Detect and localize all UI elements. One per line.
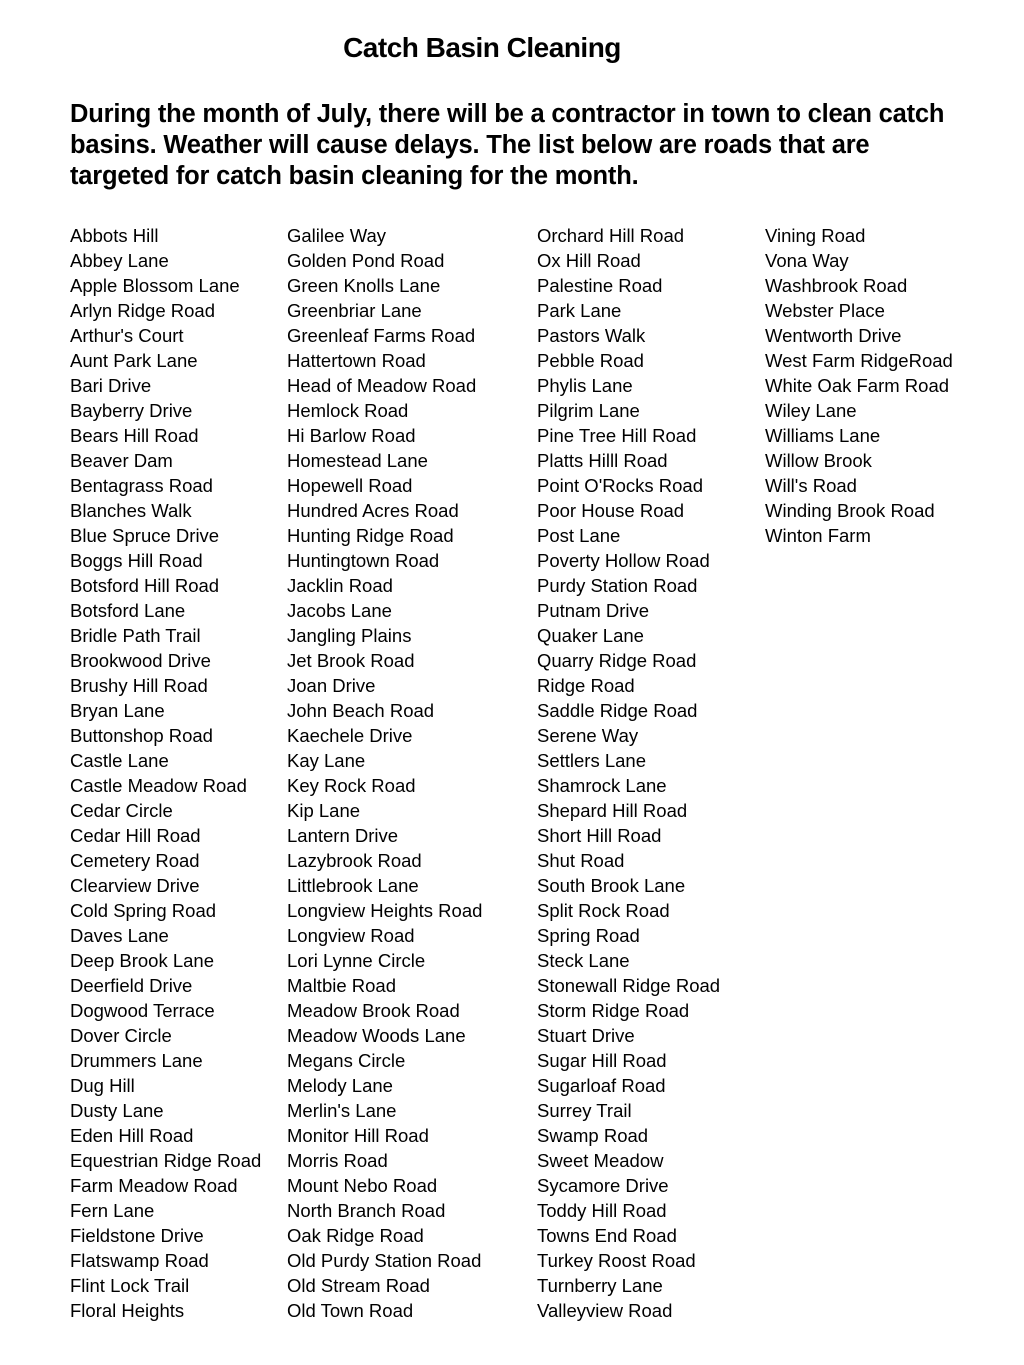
- road-name: Will's Road: [765, 475, 857, 496]
- road-list-column-4: [765, 223, 953, 548]
- road-name: Mount Nebo Road: [287, 1175, 438, 1196]
- road-name: Dusty Lane: [70, 1100, 164, 1121]
- road-name: Hundred Acres Road: [287, 500, 459, 521]
- road-name: Oak Ridge Road: [287, 1225, 424, 1246]
- road-name: Lori Lynne Circle: [287, 950, 426, 971]
- road-name: Bridle Path Trail: [70, 625, 201, 646]
- road-name: Arthur's Court: [70, 325, 184, 346]
- road-name: Bari Drive: [70, 375, 152, 396]
- road-name: Golden Pond Road: [287, 250, 445, 271]
- road-name: Wentworth Drive: [765, 325, 902, 346]
- road-name: Floral Heights: [70, 1300, 185, 1321]
- road-name: Vining Road: [765, 225, 866, 246]
- road-name: Fern Lane: [70, 1200, 155, 1221]
- road-name: Eden Hill Road: [70, 1125, 194, 1146]
- road-name: Winding Brook Road: [765, 500, 935, 521]
- road-name: Park Lane: [537, 300, 622, 321]
- road-name: Kaechele Drive: [287, 725, 413, 746]
- road-name: Wiley Lane: [765, 400, 857, 421]
- page-title: Catch Basin Cleaning: [343, 32, 621, 63]
- road-name: Equestrian Ridge Road: [70, 1150, 262, 1171]
- road-name: Post Lane: [537, 525, 621, 546]
- road-name: Meadow Woods Lane: [287, 1025, 466, 1046]
- road-name: Stuart Drive: [537, 1025, 635, 1046]
- road-name: Old Stream Road: [287, 1275, 430, 1296]
- road-name: Toddy Hill Road: [537, 1200, 667, 1221]
- road-name: Sweet Meadow: [537, 1150, 664, 1171]
- road-name: Apple Blossom Lane: [70, 275, 240, 296]
- road-name: Sycamore Drive: [537, 1175, 669, 1196]
- road-name: Hunting Ridge Road: [287, 525, 454, 546]
- road-name: South Brook Lane: [537, 875, 686, 896]
- road-name: Melody Lane: [287, 1075, 393, 1096]
- road-name: Blanches Walk: [70, 500, 192, 521]
- road-name: White Oak Farm Road: [765, 375, 950, 396]
- road-name: Washbrook Road: [765, 275, 908, 296]
- road-name: Spring Road: [537, 925, 640, 946]
- road-name: Littlebrook Lane: [287, 875, 419, 896]
- road-name: Steck Lane: [537, 950, 630, 971]
- road-name: Lazybrook Road: [287, 850, 422, 871]
- road-name: Cedar Hill Road: [70, 825, 201, 846]
- road-name: Jet Brook Road: [287, 650, 415, 671]
- road-name: Saddle Ridge Road: [537, 700, 698, 721]
- road-name: Valleyview Road: [537, 1300, 673, 1321]
- road-name: Putnam Drive: [537, 600, 650, 621]
- road-name: Storm Ridge Road: [537, 1000, 690, 1021]
- road-name: Dogwood Terrace: [70, 1000, 215, 1021]
- road-name: Jacobs Lane: [287, 600, 392, 621]
- road-name: Hattertown Road: [287, 350, 426, 371]
- road-name: Deep Brook Lane: [70, 950, 214, 971]
- road-name: Shepard Hill Road: [537, 800, 688, 821]
- road-name: Pine Tree Hill Road: [537, 425, 697, 446]
- road-name: Short Hill Road: [537, 825, 662, 846]
- road-name: Williams Lane: [765, 425, 881, 446]
- road-name: Dug Hill: [70, 1075, 135, 1096]
- road-name: Brookwood Drive: [70, 650, 211, 671]
- road-name: Pastors Walk: [537, 325, 646, 346]
- road-name: Flatswamp Road: [70, 1250, 209, 1271]
- road-name: Poor House Road: [537, 500, 685, 521]
- road-name: Jacklin Road: [287, 575, 393, 596]
- road-name: Willow Brook: [765, 450, 872, 471]
- road-name: Abbots Hill: [70, 225, 159, 246]
- road-name: Homestead Lane: [287, 450, 428, 471]
- road-name: Drummers Lane: [70, 1050, 203, 1071]
- road-name: Fieldstone Drive: [70, 1225, 204, 1246]
- road-name: Kip Lane: [287, 800, 361, 821]
- road-name: Clearview Drive: [70, 875, 200, 896]
- road-name: Shamrock Lane: [537, 775, 667, 796]
- road-name: Serene Way: [537, 725, 639, 746]
- road-name: Blue Spruce Drive: [70, 525, 220, 546]
- road-name: Stonewall Ridge Road: [537, 975, 721, 996]
- road-name: Morris Road: [287, 1150, 388, 1171]
- road-name: Phylis Lane: [537, 375, 633, 396]
- road-name: Deerfield Drive: [70, 975, 193, 996]
- road-name: Poverty Hollow Road: [537, 550, 710, 571]
- road-name: Cedar Circle: [70, 800, 173, 821]
- road-name: Quarry Ridge Road: [537, 650, 697, 671]
- road-name: Sugar Hill Road: [537, 1050, 667, 1071]
- road-name: Platts Hilll Road: [537, 450, 668, 471]
- road-name: Cold Spring Road: [70, 900, 217, 921]
- road-name: Merlin's Lane: [287, 1100, 397, 1121]
- road-name: Bears Hill Road: [70, 425, 199, 446]
- road-name: Lantern Drive: [287, 825, 399, 846]
- road-name: Pilgrim Lane: [537, 400, 640, 421]
- road-name: Kay Lane: [287, 750, 366, 771]
- road-name: Purdy Station Road: [537, 575, 698, 596]
- road-list-column-2: [287, 223, 482, 1323]
- road-name: Cemetery Road: [70, 850, 200, 871]
- road-name: Brushy Hill Road: [70, 675, 208, 696]
- road-name: Green Knolls Lane: [287, 275, 441, 296]
- road-name: Point O'Rocks Road: [537, 475, 703, 496]
- road-name: Greenbriar Lane: [287, 300, 422, 321]
- road-name: Vona Way: [765, 250, 849, 271]
- road-name: Turkey Roost Road: [537, 1250, 696, 1271]
- road-name: Buttonshop Road: [70, 725, 213, 746]
- road-name: Key Rock Road: [287, 775, 416, 796]
- road-name: Castle Meadow Road: [70, 775, 247, 796]
- road-name: Ox Hill Road: [537, 250, 641, 271]
- road-name: Bentagrass Road: [70, 475, 213, 496]
- road-name: Galilee Way: [287, 225, 387, 246]
- road-name: Megans Circle: [287, 1050, 406, 1071]
- road-name: Hi Barlow Road: [287, 425, 416, 446]
- road-name: Split Rock Road: [537, 900, 670, 921]
- road-name: Turnberry Lane: [537, 1275, 663, 1296]
- road-name: Hopewell Road: [287, 475, 413, 496]
- road-name: West Farm RidgeRoad: [765, 350, 953, 371]
- road-name: Huntingtown Road: [287, 550, 440, 571]
- road-name: Joan Drive: [287, 675, 376, 696]
- road-name: Boggs Hill Road: [70, 550, 203, 571]
- road-name: Monitor Hill Road: [287, 1125, 429, 1146]
- road-name: North Branch Road: [287, 1200, 446, 1221]
- road-name: Towns End Road: [537, 1225, 677, 1246]
- road-list-column-1: [70, 223, 261, 1323]
- road-name: Old Purdy Station Road: [287, 1250, 482, 1271]
- road-name: Maltbie Road: [287, 975, 397, 996]
- road-name: Longview Road: [287, 925, 415, 946]
- road-name: Old Town Road: [287, 1300, 414, 1321]
- road-name: Longview Heights Road: [287, 900, 483, 921]
- road-name: Ridge Road: [537, 675, 635, 696]
- road-name: Settlers Lane: [537, 750, 647, 771]
- road-name: Dover Circle: [70, 1025, 172, 1046]
- road-name: John Beach Road: [287, 700, 435, 721]
- road-name: Botsford Hill Road: [70, 575, 220, 596]
- road-name: Hemlock Road: [287, 400, 409, 421]
- road-name: Bayberry Drive: [70, 400, 193, 421]
- intro-paragraph: During the month of July, there will be a contractor in town to clean catch basins. Weather will cause delays. The list below are roads that are targeted for catch basin cleaning for the month.: [70, 100, 945, 190]
- road-name: Daves Lane: [70, 925, 169, 946]
- road-name: Botsford Lane: [70, 600, 186, 621]
- road-list-column-3: [537, 223, 720, 1323]
- road-name: Aunt Park Lane: [70, 350, 198, 371]
- road-name: Swamp Road: [537, 1125, 649, 1146]
- road-name: Flint Lock Trail: [70, 1275, 190, 1296]
- road-name: Farm Meadow Road: [70, 1175, 238, 1196]
- road-name: Meadow Brook Road: [287, 1000, 460, 1021]
- road-name: Webster Place: [765, 300, 885, 321]
- road-name: Orchard Hill Road: [537, 225, 685, 246]
- road-name: Winton Farm: [765, 525, 871, 546]
- road-name: Castle Lane: [70, 750, 169, 771]
- road-name: Greenleaf Farms Road: [287, 325, 476, 346]
- road-name: Head of Meadow Road: [287, 375, 477, 396]
- road-name: Beaver Dam: [70, 450, 173, 471]
- road-name: Surrey Trail: [537, 1100, 632, 1121]
- road-name: Jangling Plains: [287, 625, 412, 646]
- road-name: Quaker Lane: [537, 625, 644, 646]
- road-name: Shut Road: [537, 850, 625, 871]
- road-name: Abbey Lane: [70, 250, 169, 271]
- road-name: Bryan Lane: [70, 700, 165, 721]
- road-name: Palestine Road: [537, 275, 663, 296]
- road-name: Arlyn Ridge Road: [70, 300, 215, 321]
- road-name: Sugarloaf Road: [537, 1075, 666, 1096]
- road-name: Pebble Road: [537, 350, 644, 371]
